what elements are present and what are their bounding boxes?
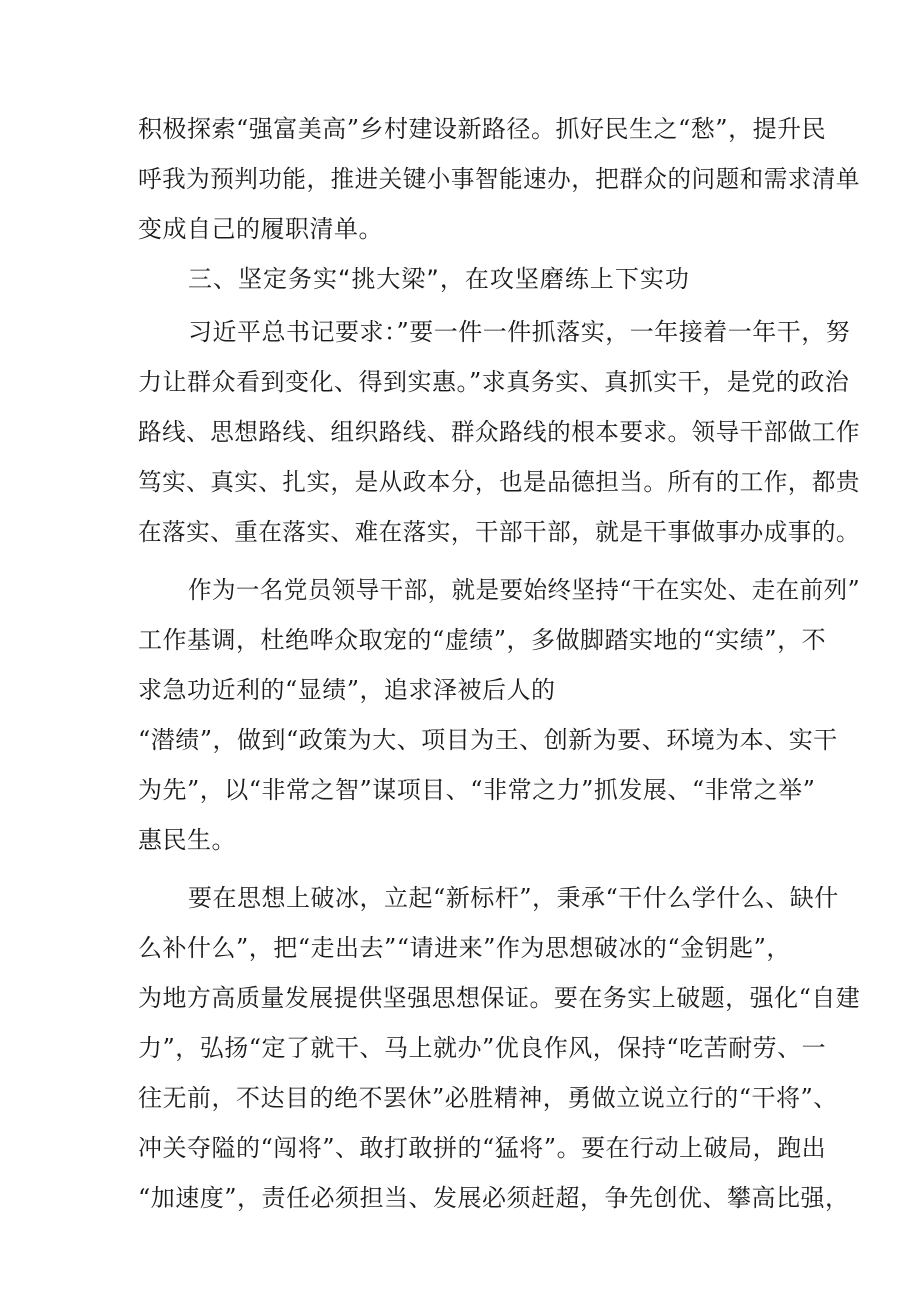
body-line: 么补什么”，把“走出去”“请进来”作为思想破冰的“金钥匙”， [138, 934, 791, 962]
body-line: 为地方高质量发展提供坚强思想保证。要在务实上破题，强化“自建 [138, 984, 861, 1012]
body-line: 惠民生。 [138, 826, 236, 854]
section-heading: 三、坚定务实“挑大梁”，在攻坚磨练上下实功 [188, 265, 690, 293]
body-line: 笃实、真实、扎实，是从政本分，也是品德担当。所有的工作，都贵 [138, 468, 860, 496]
body-line: 工作基调，杜绝哗众取宠的“虚绩”，多做脚踏实地的“实绩”，不 [138, 626, 827, 654]
body-line: 在落实、重在落实、难在落实，干部干部，就是干事做事办成事的。 [138, 518, 860, 546]
body-line: “加速度”，责任必须担当、发展必须赶超，争先创优、攀高比强， [138, 1184, 850, 1212]
body-line: 呼我为预判功能，推进关键小事智能速办，把群众的问题和需求清单 [138, 165, 860, 193]
body-line: 路线、思想路线、组织路线、群众路线的根本要求。领导干部做工作 [138, 418, 860, 446]
body-line: 习近平总书记要求：”要一件一件抓落实，一年接着一年干，努 [188, 318, 851, 346]
body-line: “潜绩”，做到“政策为大、项目为王、创新为要、环境为本、实干 [138, 726, 838, 754]
body-line: 求急功近利的“显绩”，追求泽被后人的 [138, 676, 556, 704]
body-line: 变成自己的履职清单。 [138, 215, 383, 243]
body-line: 要在思想上破冰，立起“新标杆”，秉承“干什么学什么、缺什 [188, 884, 839, 912]
body-line: 积极探索“强富美高”乡村建设新路径。抓好民生之“愁”，提升民 [138, 115, 827, 143]
body-line: 为先”，以“非常之智”谋项目、“非常之力”抓发展、“非常之举” [138, 776, 816, 804]
body-line: 力让群众看到变化、得到实惠。”求真务实、真抓实干，是党的政治 [138, 368, 850, 396]
body-line: 往无前，不达目的绝不罢休”必胜精神，勇做立说立行的“干将”、 [138, 1084, 838, 1112]
body-line: 冲关夺隘的“闯将”、敢打敢拼的“猛将”。要在行动上破局，跑出 [138, 1134, 827, 1162]
body-line: 作为一名党员领导干部，就是要始终坚持“干在实处、走在前列” [188, 576, 861, 604]
body-line: 力”，弘扬“定了就干、马上就办”优良作风，保持“吃苦耐劳、一 [138, 1034, 827, 1062]
